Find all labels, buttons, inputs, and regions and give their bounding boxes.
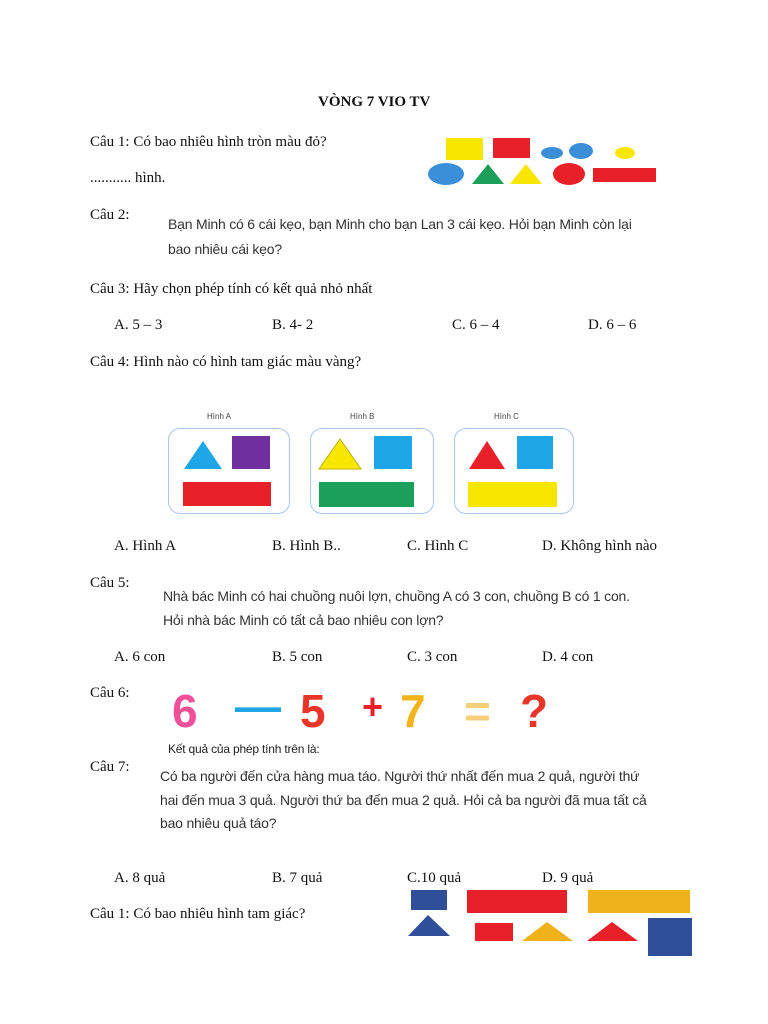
question-6-caption: Kết quả của phép tính trên là: xyxy=(168,742,320,756)
yellow-triangle xyxy=(510,164,542,184)
figure-c-caption: Hình C xyxy=(494,412,519,421)
question-3-option-d[interactable]: D. 6 – 6 xyxy=(588,317,637,333)
navy-rectangle xyxy=(411,890,447,910)
question-3-option-c[interactable]: C. 6 – 4 xyxy=(452,317,500,333)
question-4-text: Câu 4: Hình nào có hình tam giác màu vàng? xyxy=(90,354,362,370)
green-rectangle xyxy=(319,482,414,507)
equation-plus-sign: + xyxy=(362,686,384,727)
question-2-label: Câu 2: xyxy=(90,207,130,223)
figure-c-shapes xyxy=(455,429,573,513)
question-2-line-1: Bạn Minh có 6 cái kẹo, bạn Minh cho bạn Lan 3 cái kẹo. Hỏi bạn Minh còn lại xyxy=(168,216,632,232)
purple-square xyxy=(232,436,270,469)
question-1-answer-blank: ........... hình. xyxy=(90,170,166,186)
question-5-option-c[interactable]: C. 3 con xyxy=(407,649,458,665)
question-5-line-2: Hỏi nhà bác Minh có tất cả bao nhiêu con lợn? xyxy=(163,612,444,628)
question-5-line-1: Nhà bác Minh có hai chuồng nuôi lợn, chuồng A có 3 con, chuồng B có 1 con. xyxy=(163,588,630,604)
question-3-text: Câu 3: Hãy chọn phép tính có kết quả nhỏ nhất xyxy=(90,281,373,297)
figure-a-shapes xyxy=(169,429,289,513)
equation-minus-sign: — xyxy=(235,680,281,732)
orange-triangle xyxy=(522,922,573,941)
blue-oval xyxy=(428,163,464,185)
red-circle xyxy=(553,163,585,185)
question-7-option-d[interactable]: D. 9 quả xyxy=(542,870,594,886)
red-rectangle xyxy=(593,168,656,182)
yellow-oval xyxy=(615,147,635,159)
yellow-rectangle xyxy=(468,482,557,507)
question-5-option-a[interactable]: A. 6 con xyxy=(114,649,166,665)
figure-b-caption: Hình B xyxy=(350,412,375,421)
question-7-line-2: hai đến mua 3 quả. Người thứ ba đến mua 2 quả. Hỏi cả ba người đã mua tất cả xyxy=(160,792,647,808)
question-6-label: Câu 6: xyxy=(90,685,130,701)
question-triangles-text: Câu 1: Có bao nhiêu hình tam giác? xyxy=(90,906,306,922)
blue-square xyxy=(517,436,553,469)
question-5-label: Câu 5: xyxy=(90,575,130,591)
equation-equals-sign: = xyxy=(464,685,491,737)
yellow-triangle xyxy=(319,439,361,469)
question-7-option-c[interactable]: C.10 quả xyxy=(407,870,462,886)
question-5-option-b[interactable]: B. 5 con xyxy=(272,649,323,665)
navy-triangle xyxy=(408,915,450,936)
question-5-option-d[interactable]: D. 4 con xyxy=(542,649,594,665)
question-7-label: Câu 7: xyxy=(90,759,130,775)
question-4-option-c[interactable]: C. Hình C xyxy=(407,538,469,554)
question-4-option-a[interactable]: A. Hình A xyxy=(114,538,177,554)
question-4-option-b[interactable]: B. Hình B.. xyxy=(272,538,341,554)
question-3-option-b[interactable]: B. 4- 2 xyxy=(272,317,314,333)
page-title: VÒNG 7 VIO TV xyxy=(318,94,431,110)
question-1-shapes-figure xyxy=(425,134,665,190)
figure-b-shapes xyxy=(311,429,433,513)
blue-triangle xyxy=(184,441,222,469)
red-rectangle xyxy=(183,482,271,506)
figure-a-box xyxy=(168,428,290,514)
figure-c-box xyxy=(454,428,574,514)
blue-square xyxy=(374,436,412,469)
triangles-shapes-figure xyxy=(405,888,697,960)
red-rectangle xyxy=(467,890,567,913)
question-3-option-a[interactable]: A. 5 – 3 xyxy=(114,317,163,333)
orange-rectangle xyxy=(588,890,690,913)
question-2-line-2: bao nhiêu cái kẹo? xyxy=(168,241,282,257)
blue-oval xyxy=(569,143,593,159)
question-1-text: Câu 1: Có bao nhiêu hình tròn màu đỏ? xyxy=(90,134,327,150)
question-7-option-b[interactable]: B. 7 quả xyxy=(272,870,323,886)
red-rectangle xyxy=(475,923,513,941)
figure-a-caption: Hình A xyxy=(207,412,232,421)
navy-square xyxy=(648,918,692,956)
question-4-option-d[interactable]: D. Không hình nào xyxy=(542,538,657,554)
equation-digit-6: 6 xyxy=(172,685,198,737)
equation-question-mark: ? xyxy=(520,685,549,737)
equation-digit-7: 7 xyxy=(400,685,426,737)
question-7-option-a[interactable]: A. 8 quả xyxy=(114,870,166,886)
equation-digit-5: 5 xyxy=(300,685,326,737)
question-7-line-1: Có ba người đến cửa hàng mua táo. Người thứ nhất đến mua 2 quả, người thứ xyxy=(160,768,640,784)
red-rectangle xyxy=(493,138,530,158)
red-triangle xyxy=(469,441,505,469)
figure-b-box xyxy=(310,428,434,514)
question-7-line-3: bao nhiêu quả táo? xyxy=(160,815,277,831)
yellow-rectangle xyxy=(446,138,483,160)
green-triangle xyxy=(472,164,504,184)
blue-oval xyxy=(541,147,563,159)
red-triangle xyxy=(587,922,638,941)
